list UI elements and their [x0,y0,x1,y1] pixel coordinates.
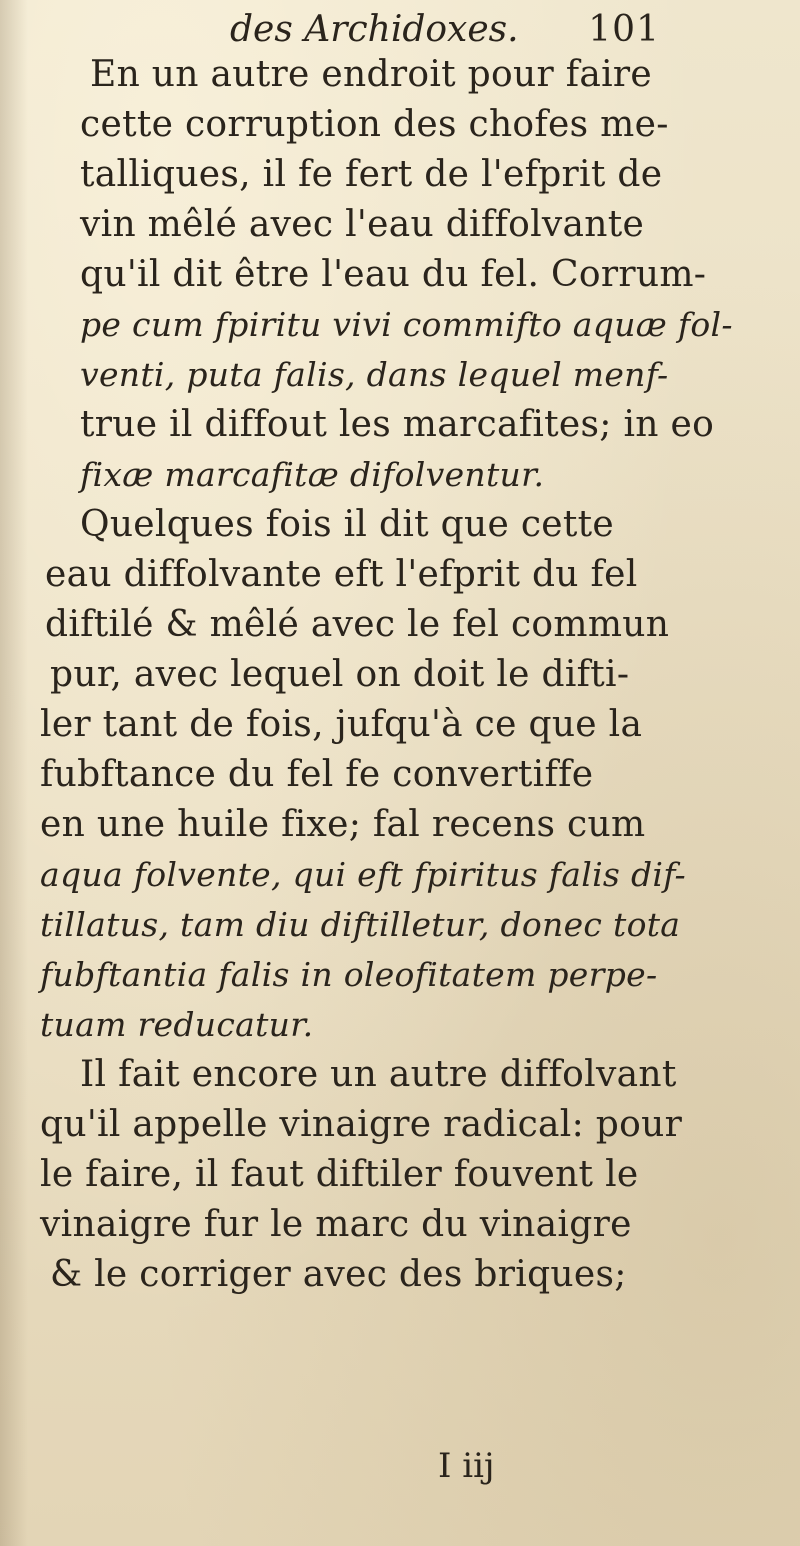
text-line: true il diffout les marcafites; in eo [80,404,715,445]
signature-mark: I iij [438,1446,495,1486]
text-line: tillatus, tam diu diftilletur, donec tota [40,905,681,944]
text-line: cette corruption des chofes me- [80,104,669,145]
text-line: tuam reducatur. [40,1005,314,1044]
text-line: le faire, il faut diftiler fouvent le [40,1154,639,1195]
page-number: 101 [588,9,660,50]
text-line: pe cum fpiritu vivi commifto aquæ fol- [80,305,733,344]
text-line: talliques, il fe fert de l'efprit de [80,154,663,195]
running-title: des Archidoxes. [230,9,519,50]
text-line: fubftantia falis in oleofitatem perpe- [40,955,658,994]
text-line: En un autre endroit pour faire [90,54,653,95]
text-line: fubftance du fel fe convertiffe [40,754,594,795]
text-line: fixæ marcafitæ difolventur. [80,455,545,494]
gutter-shadow [0,0,28,1546]
text-line: venti, puta falis, dans lequel menf- [80,355,669,394]
text-line: Quelques fois il dit que cette [80,504,615,545]
text-line: & le corriger avec des briques; [50,1254,627,1295]
text-line: qu'il appelle vinaigre radical: pour [40,1104,683,1145]
text-line: ler tant de fois, jufqu'à ce que la [40,704,643,745]
page-header [230,8,660,52]
text-line: Il fait encore un autre diffolvant [80,1054,677,1095]
text-line: en une huile fixe; fal recens cum [40,804,646,845]
text-line: pur, avec lequel on doit le difti- [50,654,630,695]
text-line: vinaigre fur le marc du vinaigre [40,1204,632,1245]
text-line: aqua folvente, qui eft fpiritus falis dif- [40,855,687,894]
text-line: qu'il dit être l'eau du fel. Corrum- [80,254,707,295]
text-line: vin mêlé avec l'eau diffolvante [80,204,645,245]
text-line: diftilé & mêlé avec le fel commun [45,604,670,645]
text-line: eau diffolvante eft l'efprit du fel [45,554,638,595]
